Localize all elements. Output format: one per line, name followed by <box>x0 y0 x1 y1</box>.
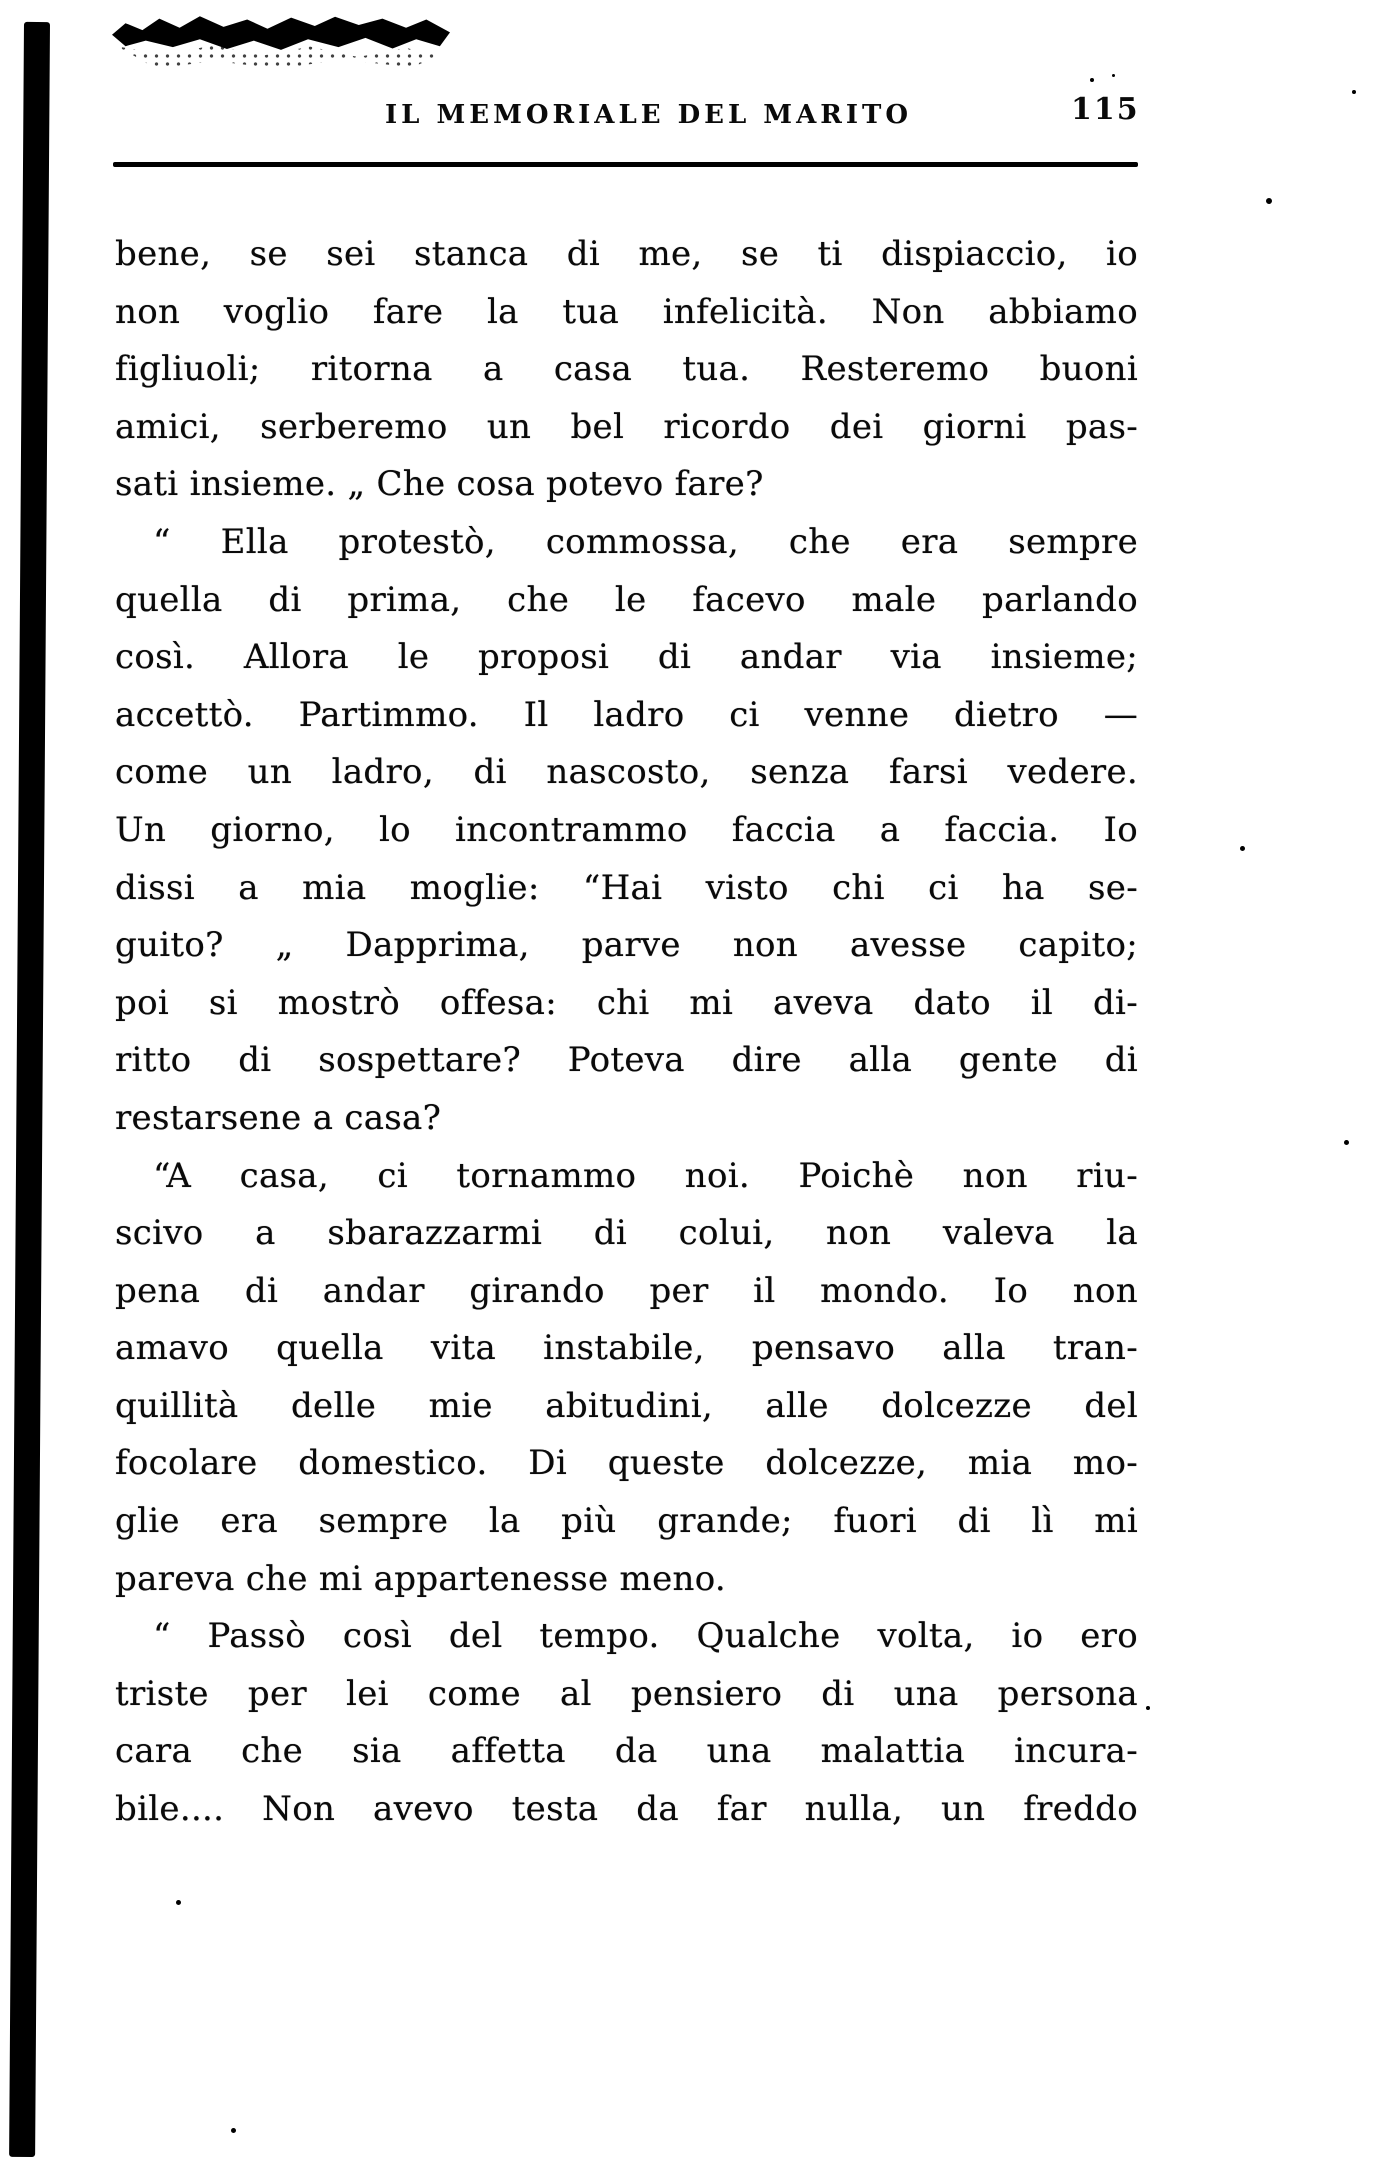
running-title: IL MEMORIALE DEL MARITO <box>385 100 913 130</box>
text-line: scivo a sbarazzarmi di colui, non valeva la <box>115 1213 1138 1254</box>
text-line: dissi a mia moglie: “Hai visto chi ci ha se- <box>115 867 1138 908</box>
text-line: focolare domestico. Di queste dolcezze, mia mo- <box>115 1443 1138 1484</box>
text-line: Un giorno, lo incontrammo faccia a faccia. Io <box>115 809 1138 850</box>
text-line: figliuoli; ritorna a casa tua. Resteremo buoni <box>115 349 1138 390</box>
text-line: quillità delle mie abitudini, alle dolcezze del <box>115 1385 1138 1426</box>
text-line: triste per lei come al pensiero di una persona <box>115 1673 1138 1714</box>
text-line: non voglio fare la tua infelicità. Non abbiamo <box>115 291 1138 332</box>
text-line: come un ladro, di nascosto, senza farsi vedere. <box>115 752 1138 793</box>
text-line: glie era sempre la più grande; fuori di lì mi <box>115 1501 1138 1542</box>
text-line: accettò. Partimmo. Il ladro ci venne dietro — <box>115 694 1138 735</box>
text-line: pareva che mi appartenesse meno. <box>115 1558 726 1599</box>
scan-speck <box>1146 1706 1150 1710</box>
text-line: bile.... Non avevo testa da far nulla, un freddo <box>115 1789 1138 1830</box>
scan-speck <box>1240 846 1245 851</box>
text-line: bene, se sei stanca di me, se ti dispiaccio, io <box>115 234 1138 274</box>
text-line: restarsene a casa? <box>115 1097 442 1138</box>
text-line: cara che sia affetta da una malattia incura- <box>115 1731 1138 1772</box>
text-line: così. Allora le proposi di andar via insieme; <box>115 637 1138 678</box>
text-line: quella di prima, che le facevo male parlando <box>115 579 1138 620</box>
text-line: ritto di sospettare? Poteva dire alla gente di <box>115 1040 1138 1081</box>
text-line: amici, serberemo un bel ricordo dei giorni pas- <box>115 406 1138 447</box>
header-rule <box>113 162 1138 167</box>
page-header <box>113 0 1138 170</box>
scan-speck <box>176 1900 181 1905</box>
scan-speck <box>1352 90 1356 94</box>
text-line: amavo quella vita instabile, pensavo alla tran- <box>115 1328 1138 1369</box>
text-line: guito? „ Dapprima, parve non avesse capito; <box>115 925 1138 966</box>
text-line: pena di andar girando per il mondo. Io non <box>115 1270 1138 1311</box>
scan-speck <box>1266 198 1272 204</box>
text-line: “ Passò così del tempo. Qualche volta, io ero <box>153 1616 1138 1657</box>
text-line: “ Ella protestò, commossa, che era sempre <box>153 521 1138 562</box>
scan-speck <box>231 2128 236 2133</box>
text-line: poi si mostrò offesa: chi mi aveva dato il di- <box>115 982 1138 1023</box>
text-line: sati insieme. „ Che cosa potevo fare? <box>115 464 764 505</box>
page-number: 115 <box>1071 92 1140 127</box>
scan-gutter-bar <box>9 22 50 2157</box>
text-line: “A casa, ci tornammo noi. Poichè non riu- <box>153 1155 1138 1196</box>
scan-speck <box>1344 1140 1349 1145</box>
page-text <box>115 226 1138 1839</box>
